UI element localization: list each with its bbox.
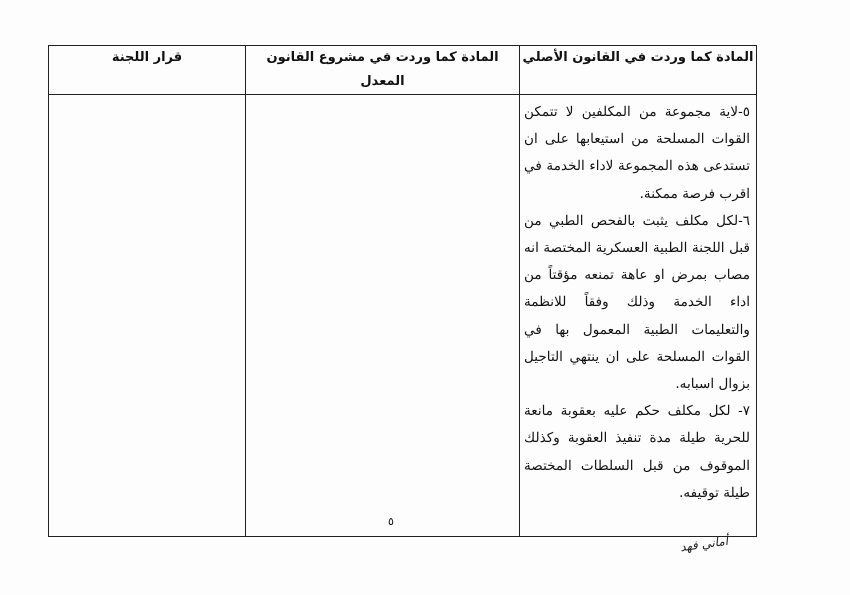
clause-6: ٦-لكل مكلف يثبت بالفحص الطبي من قبل اللجنة الطبية العسكرية المختصة انه مصاب بمرض او عاهة تمنعه مؤقتاً من اداء الخدمة وذلك وفقاً للانظمة والتعليمات الطبية المعمول بها في القوات المسلحة على ان ينتهي التاجيل بزوال اسبابه. [524, 212, 750, 393]
page-number: ٥ [388, 515, 394, 528]
header-committee-decision: قرار اللجنة [49, 46, 246, 95]
clause-5: ٥-لاية مجموعة من المكلفين لا تتمكن القوات المسلحة من استيعابها على ان تستدعى هذه المجموعة لاداء الخدمة في اقرب فرصة ممكنة. [524, 104, 750, 202]
comparison-table [48, 45, 757, 537]
clause-7: ٧- لكل مكلف حكم عليه بعقوبة مانعة للحرية طيلة مدة تنفيذ العقوبة وكذلك الموقوف من قبل السلطات المختصة طيلة توقيفه. [524, 403, 750, 501]
header-amended-draft: المادة كما وردت في مشروع القانون المعدل [246, 46, 520, 95]
amended-draft-cell [246, 95, 520, 537]
table-row [49, 95, 757, 537]
handwritten-signature: أماني فهد [679, 533, 729, 555]
table-header-row [49, 46, 757, 95]
committee-decision-cell [49, 95, 246, 537]
header-original-law: المادة كما وردت في القانون الأصلي [520, 46, 757, 95]
original-law-cell [520, 95, 757, 537]
